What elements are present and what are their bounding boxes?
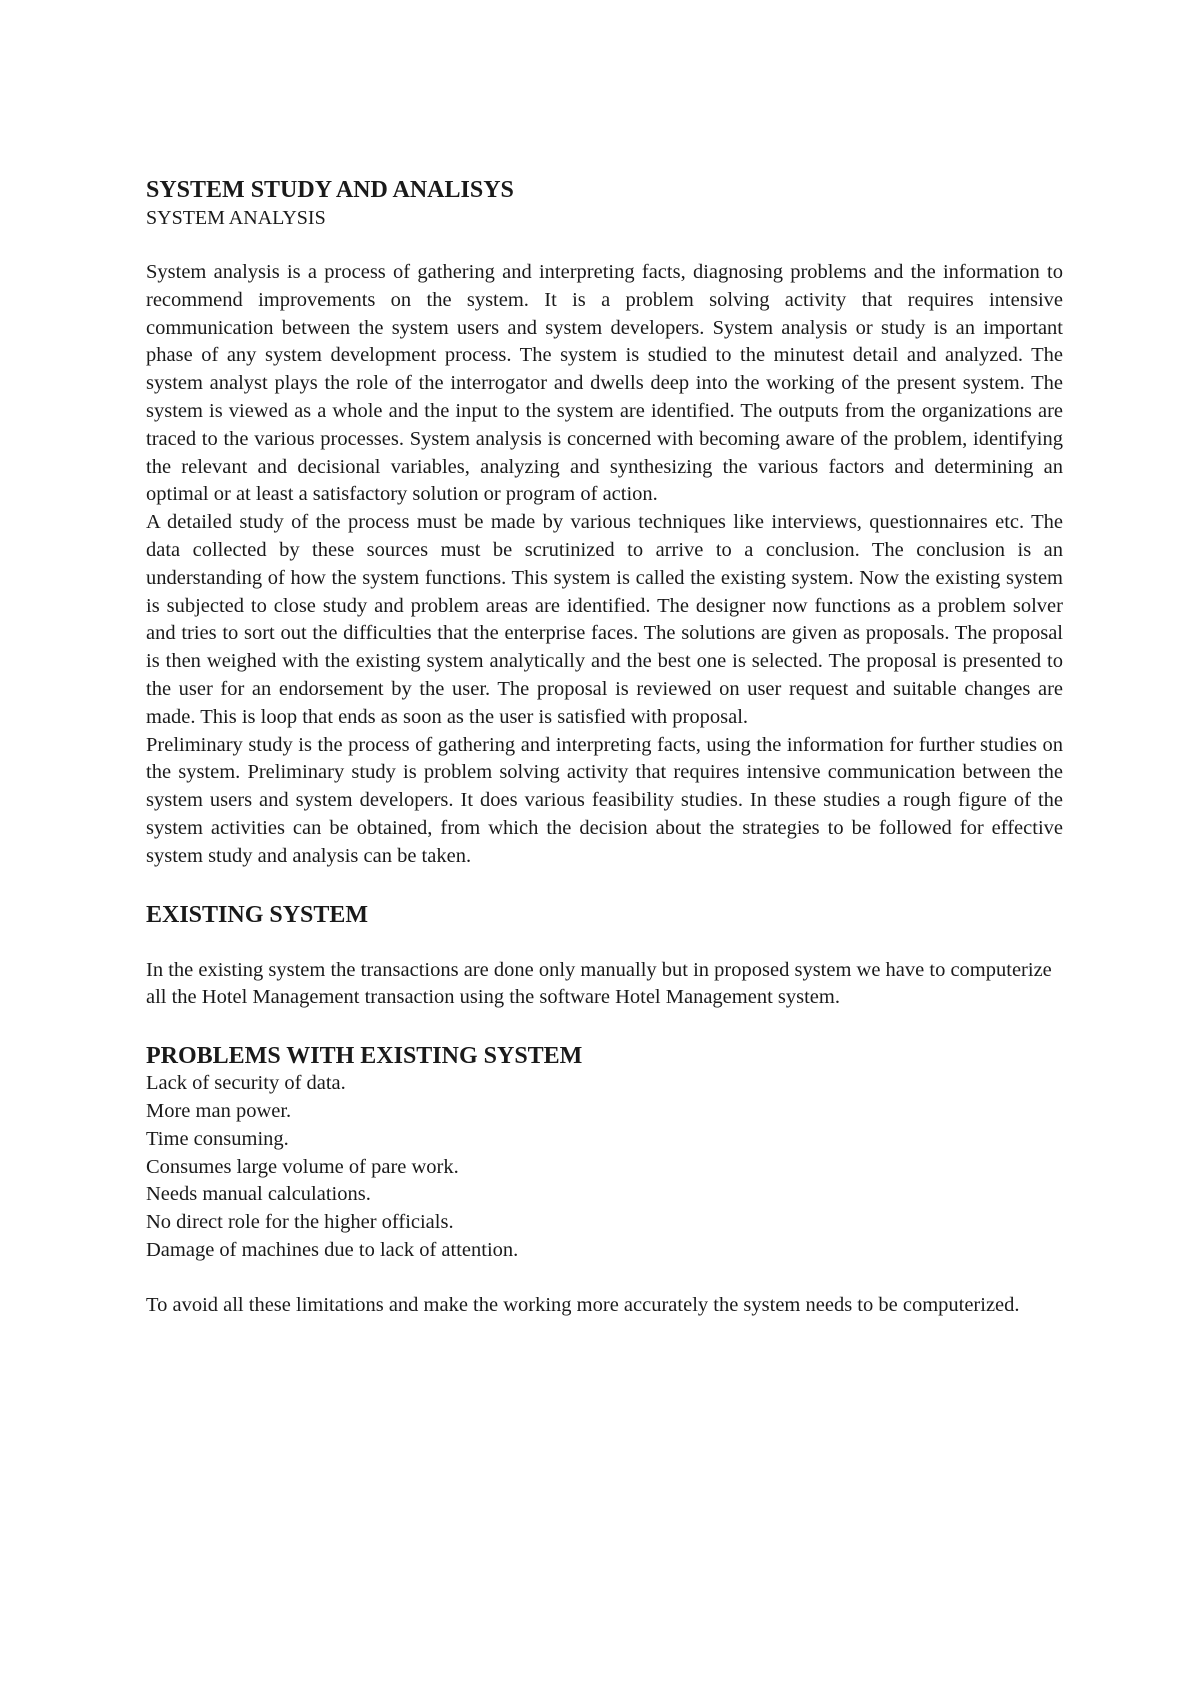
list-item: Damage of machines due to lack of attention. (146, 1238, 519, 1261)
list-item: Time consuming. (146, 1127, 289, 1150)
problems-list (146, 1070, 1063, 1265)
page-title: SYSTEM STUDY AND ANALISYS (146, 177, 514, 203)
list-item: More man power. (146, 1099, 292, 1122)
heading-problems: PROBLEMS WITH EXISTING SYSTEM (146, 1043, 583, 1070)
paragraph-preliminary-study: Preliminary study is the process of gathering and interpreting facts, using the information for further studies on the system. Preliminary study is problem solving activity that requires intensive communication between the system users and system developers. It does various feasibility studies. In these studies a rough figure of the system activities can be obtained, from which the decision about the strategies to be followed for effective system study and analysis can be taken. (146, 733, 1063, 867)
list-item: Needs manual calculations. (146, 1183, 371, 1206)
section-subtitle: SYSTEM ANALYSIS (146, 207, 326, 229)
document-page (146, 176, 1063, 1320)
paragraph-existing-system: In the existing system the transactions are done only manually but in proposed system we have to computerize all the Hotel Management transaction using the software Hotel Management system. (146, 958, 1052, 1009)
list-item: Lack of security of data. (146, 1072, 346, 1095)
paragraph-system-analysis: System analysis is a process of gathering and interpreting facts, diagnosing problems and the information to recommend improvements on the system. It is a problem solving activity that requires intensive communication between the system users and system developers. System analysis or study is an important phase of any system development process. The system is studied to the minutest detail and analyzed. The system analyst plays the role of the interrogator and dwells deep into the working of the present system. The system is viewed as a whole and the input to the system are identified. The outputs from the organizations are traced to the various processes. System analysis is concerned with becoming aware of the problem, identifying the relevant and decisional variables, analyzing and synthesizing the various factors and determining an optimal or at least a satisfactory solution or program of action. (146, 261, 1063, 506)
paragraph-conclusion: To avoid all these limitations and make the working more accurately the system needs to be computerized. (146, 1293, 1020, 1316)
list-item: No direct role for the higher officials. (146, 1211, 454, 1234)
list-item: Consumes large volume of pare work. (146, 1155, 459, 1178)
heading-existing-system: EXISTING SYSTEM (146, 901, 369, 928)
paragraph-detailed-study: A detailed study of the process must be made by various techniques like interviews, questionnaires etc. The data collected by these sources must be scrutinized to arrive to a conclusion. The conclusion is an understanding of how the system functions. This system is called the existing system. Now the existing system is subjected to close study and problem areas are identified. The designer now functions as a problem solver and tries to sort out the difficulties that the enterprise faces. The solutions are given as proposals. The proposal is then weighed with the existing system analytically and the best one is selected. The proposal is presented to the user for an endorsement by the user. The proposal is reviewed on user request and suitable changes are made. This is loop that ends as soon as the user is satisfied with proposal. (146, 511, 1063, 728)
